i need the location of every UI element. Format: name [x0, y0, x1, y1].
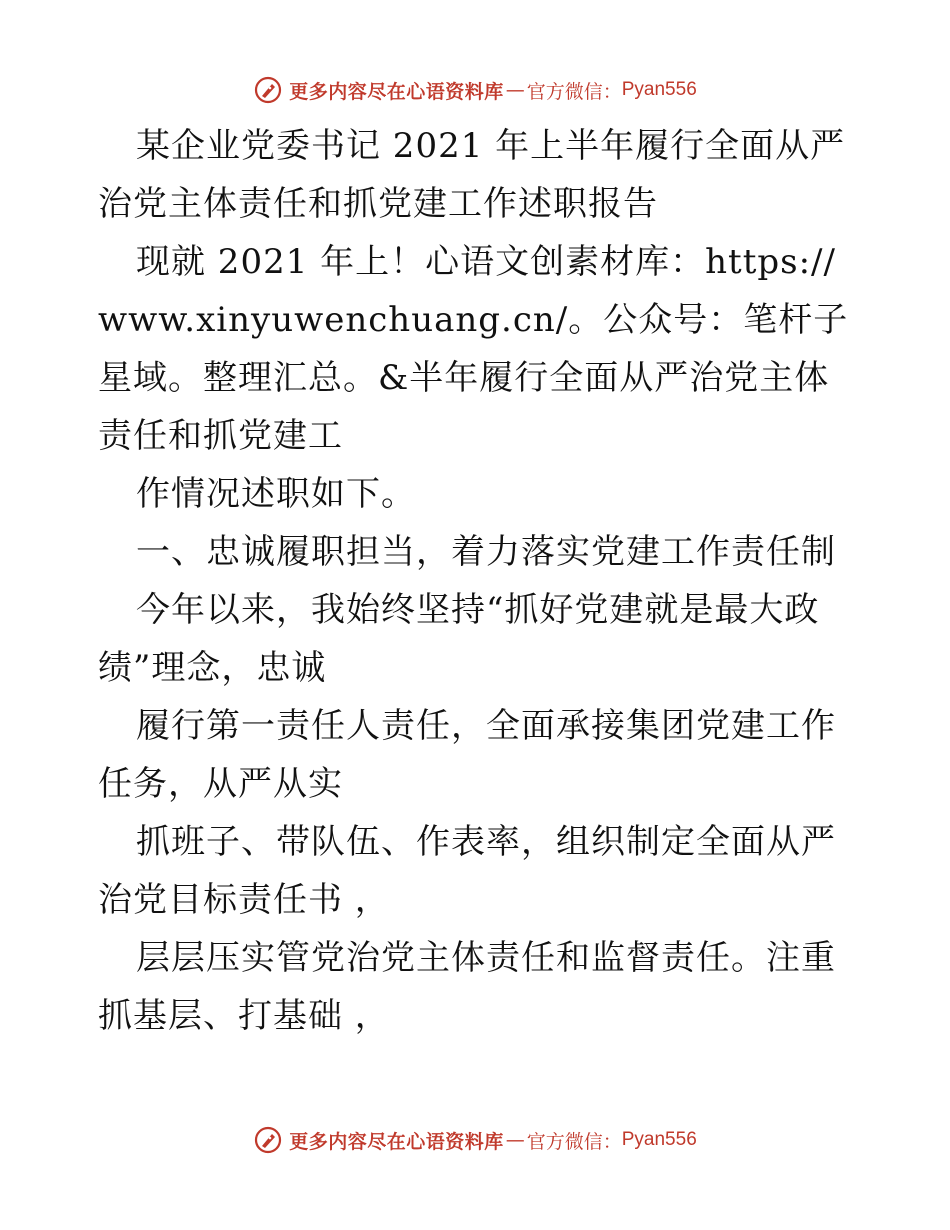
footer-watermark-banner	[0, 1120, 950, 1160]
banner-separator: —	[505, 1129, 525, 1151]
paragraph: 现就 2021 年上！心语文创素材库：https://www.xinyuwenchuang.cn/。公众号：笔杆子星域。整理汇总。&半年履行全面从严治党主体责任和抓党建工	[98, 242, 849, 456]
banner-wechat-label: 官方微信：	[526, 1130, 622, 1153]
paragraph: 履行第一责任人责任，全面承接集团党建工作任务，从严从实	[98, 706, 836, 804]
banner-wechat-label: 官方微信：	[526, 80, 622, 103]
paragraph: 层层压实管党治党主体责任和监督责任。注重抓基层、打基础 ，	[98, 938, 836, 1036]
section-heading: 一、忠诚履职担当，着力落实党建工作责任制	[136, 532, 836, 572]
banner-wechat-id: Pyan556	[621, 79, 697, 100]
banner-main-text: 更多内容尽在心语资料库	[289, 1130, 504, 1153]
banner-separator: —	[505, 79, 525, 101]
banner-wechat-id: Pyan556	[621, 1129, 697, 1150]
pen-nib-logo-icon	[253, 1125, 283, 1155]
document-body	[98, 117, 858, 1045]
pen-nib-logo-icon	[253, 75, 283, 105]
paragraph: 作情况述职如下。	[136, 474, 416, 514]
banner-main-text: 更多内容尽在心语资料库	[289, 80, 504, 103]
document-title: 某企业党委书记 2021 年上半年履行全面从严治党主体责任和抓党建工作述职报告	[98, 126, 846, 224]
paragraph: 今年以来，我始终坚持“抓好党建就是最大政绩”理念，忠诚	[98, 590, 820, 688]
header-watermark-banner	[0, 70, 950, 110]
paragraph: 抓班子、带队伍、作表率，组织制定全面从严治党目标责任书 ，	[98, 822, 836, 920]
